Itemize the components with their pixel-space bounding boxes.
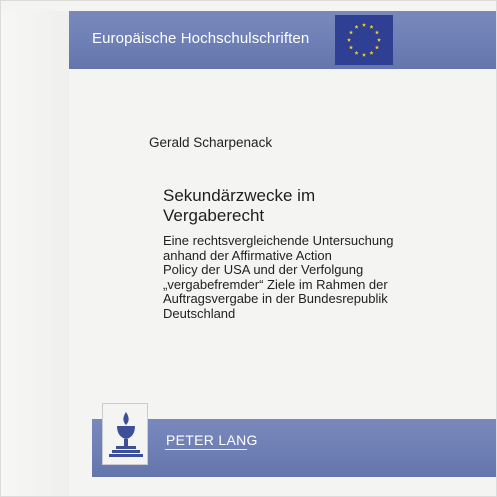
subtitle-line-6: Deutschland <box>163 305 236 321</box>
flag-star-icon <box>375 30 379 34</box>
publisher-band <box>92 419 497 477</box>
author-name: Gerald Scharpenack <box>149 135 273 150</box>
flag-star-icon <box>375 45 379 49</box>
flag-star-icon <box>349 45 353 49</box>
book-title-line-2: Vergaberecht <box>163 206 265 225</box>
flag-star-icon <box>347 38 351 42</box>
subtitle-line-2: anhand der Affirmative Action <box>163 247 332 263</box>
flag-star-icon <box>377 38 381 42</box>
subtitle-line-1: Eine rechtsvergleichende Untersuchung <box>163 233 394 248</box>
flag-star-icon <box>362 53 366 57</box>
book-subtitle <box>163 234 463 322</box>
flag-star-icon <box>362 23 366 27</box>
cover-left-panel <box>1 11 69 497</box>
book-title-line-1: Sekundärzwecke im <box>163 186 316 205</box>
subtitle-line-3: Policy der USA und der Verfolgung <box>163 262 364 278</box>
peter-lang-logo-icon <box>102 403 148 465</box>
publisher-underline <box>165 449 247 450</box>
flag-star-icon <box>369 51 373 55</box>
eu-flag-icon <box>335 15 393 65</box>
flag-star-icon <box>369 25 373 29</box>
series-title: Europäische Hochschulschriften <box>92 30 310 47</box>
publisher-name: PETER LANG <box>166 432 258 448</box>
subtitle-line-5: Auftragsvergabe in der Bundesrepublik <box>163 291 388 307</box>
book-title <box>163 186 403 226</box>
flag-star-icon <box>354 51 358 55</box>
flag-star-icon <box>349 30 353 34</box>
flag-star-icon <box>354 25 358 29</box>
subtitle-line-4: „vergabefremder“ Ziele im Rahmen der <box>163 276 388 292</box>
